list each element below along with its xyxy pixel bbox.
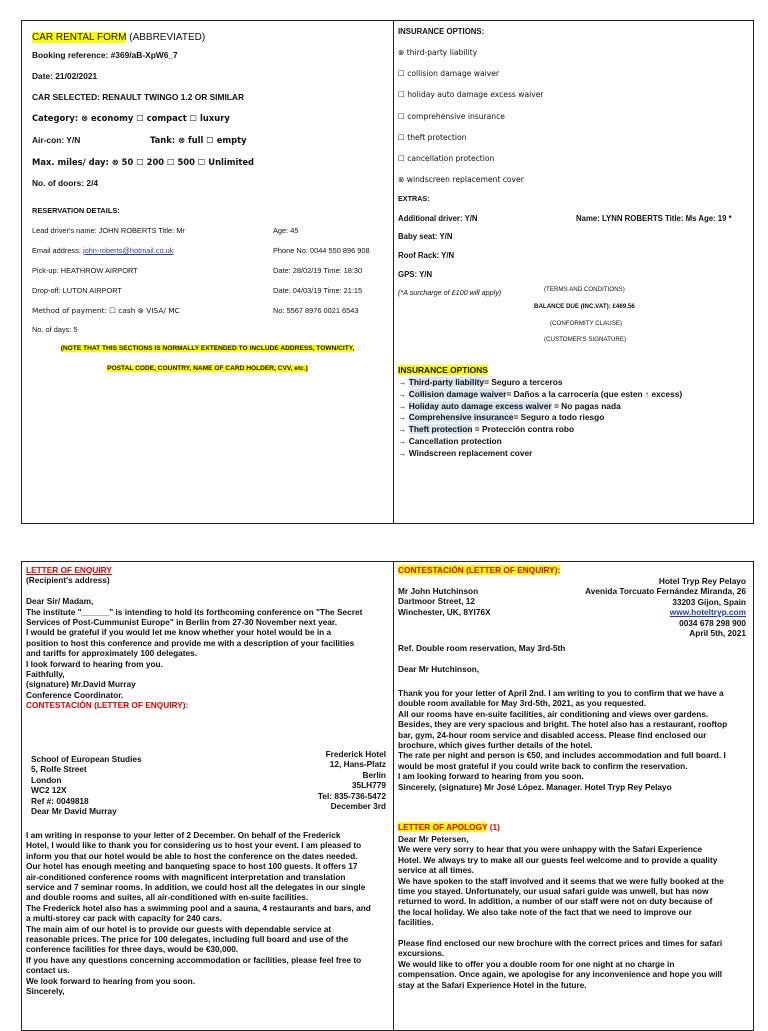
reply-header: CONTESTACIÓN (LETTER OF ENQUIRY):	[398, 565, 561, 575]
body-line: Please find enclosed our new brochure with the correct prices and times for safari	[398, 938, 723, 949]
address-line: London	[31, 774, 62, 785]
enquiry-header: LETTER OF ENQUIRY	[26, 565, 112, 575]
body-line: Dear Mr Petersen,	[398, 834, 469, 844]
body-line: time you stayed. Unfortunately, our usual safari guide was unwell, but has now	[398, 886, 709, 897]
arrow-icon: →	[398, 377, 409, 387]
body-line: facilities.	[398, 917, 434, 928]
surcharge-note: (*A surcharge of £100 will apply)	[398, 288, 502, 297]
max-miles-options: Max. miles/ day: ⊗ 50 ☐ 200 ☐ 500 ☐ Unlimited	[32, 157, 255, 167]
body-line: I am writing in response to your letter of 2 December. On behalf of the Frederick	[26, 830, 341, 840]
body-line	[398, 928, 747, 938]
balance-due: BALANCE DUE (INC.VAT): £469.56	[534, 303, 635, 310]
insurance-option: ☐ comprehensive insurance	[398, 111, 505, 121]
enquiry-reply-body	[26, 830, 387, 997]
insurance-option: ☐ theft protection	[398, 132, 467, 142]
reservation-header: RESERVATION DETAILS:	[32, 206, 120, 215]
enquiry-letter	[26, 565, 387, 711]
customer-signature: (CUSTOMER'S SIGNATURE)	[544, 336, 627, 343]
form-date: Date: 21/02/2021	[32, 71, 98, 81]
glossary-item: → Collision damage waiver= Daños a la carrocería (que esten ↑ excess)	[398, 388, 683, 399]
enquiry-reply-header: CONTESTACIÓN (LETTER OF ENQUIRY):	[26, 700, 189, 711]
reply-reference: Ref. Double room reservation, May 3rd-5th	[398, 643, 566, 653]
insurance-panel	[393, 20, 754, 524]
body-line: would be most grateful if you could write back to confirm the reservation.	[398, 760, 688, 771]
insurance-header: INSURANCE OPTIONS:	[398, 27, 485, 36]
enquiry-line: (signature) Mr.David Murray	[26, 679, 136, 690]
body-line: contact us.	[26, 965, 70, 976]
conformity-clause: (CONFORMITY CLAUSE)	[550, 320, 623, 327]
gps: GPS: Y/N	[398, 270, 433, 279]
body-line: conference facilities for three days, would be €30,000.	[26, 944, 239, 955]
address-line: Frederick Hotel	[325, 749, 386, 759]
body-line: reasonable prices. The price for 100 delegates, including full board and use of the	[26, 934, 349, 945]
enquiry-line: Faithfully,	[26, 669, 65, 680]
dropoff-datetime: Date: 04/03/19 Time: 21:15	[273, 286, 363, 295]
enquiry-line: I would be grateful if you would let me know whether your hotel would be in a	[26, 627, 332, 638]
pickup-datetime: Date: 28/02/19 Time: 18:30	[273, 266, 363, 275]
insurance-option: ☐ holiday auto damage excess waiver	[398, 90, 544, 100]
glossary-item: → Theft protection = Protección contra robo	[398, 424, 575, 435]
lead-driver: Lead driver's name: JOHN ROBERTS Title: Mr	[32, 226, 185, 235]
reply-letter-panel	[393, 561, 754, 1031]
address-line: Ref #: 0049818	[31, 795, 89, 806]
extras-header: EXTRAS:	[398, 194, 430, 203]
arrow-icon: →	[398, 412, 409, 423]
body-line: service and 7 seminar rooms. In addition, we could host all the delegates in our single	[26, 882, 366, 893]
body-line: If you have any questions concerning accommodation or facilities, please feel free to	[26, 954, 362, 965]
address-line: 35LH779	[351, 780, 386, 791]
address-line: School of European Studies	[31, 754, 142, 764]
glossary-item: → Windscreen replacement cover	[398, 447, 533, 458]
enquiry-line: The institute "______" is intending to hold its forthcoming conference on "The Secret	[26, 606, 363, 617]
booking-reference: Booking reference: #369/aB-XpW6_7	[32, 50, 178, 60]
address-line: Winchester, UK, 8YI76X	[398, 606, 491, 617]
address-line: 12, Hans-Platz	[329, 759, 386, 770]
form-note-line-2: POSTAL CODE, COUNTRY, NAME OF CARD HOLDER, CVV, etc.)	[107, 365, 308, 372]
hotel-phone: 0034 678 298 900	[679, 617, 746, 628]
body-line: air-conditioned conference rooms with magnificent interpretation and translation	[26, 871, 346, 882]
body-line: Sincerely, (signature) Mr José López. Manager. Hotel Tryp Rey Pelayo	[398, 781, 672, 792]
arrow-icon: →	[398, 388, 409, 399]
body-line: Hotel. We always try to make all our guests feel welcome and to provide a quality	[398, 854, 718, 865]
enquiry-line: Conference Coordinator.	[26, 689, 124, 700]
body-line: I am looking forward to hearing from you soon.	[398, 771, 584, 782]
body-line: We were very sorry to hear that you were unhappy with the Safari Experience	[398, 844, 703, 855]
body-line: The main aim of our hotel is to provide our guests with dependable service at	[26, 923, 332, 934]
enquiry-line: Services of Post-Cummunist Europe" in Berlin from 27-30 November next year.	[26, 617, 338, 628]
body-line: returned to word. In addition, a number of our staff were not on duty because of	[398, 896, 713, 907]
enquiry-line: Dear Sir/ Madam,	[26, 596, 94, 607]
address-line: Berlin	[362, 769, 386, 780]
glossary-item: → Holiday auto damage excess waiver = No pagas nada	[398, 400, 621, 411]
glossary-header: INSURANCE OPTIONS	[398, 365, 488, 375]
phone-number: Phone No: 0044 550 896 908	[273, 246, 370, 255]
dropoff-location: Drop-off: LUTON AIRPORT	[32, 286, 122, 295]
body-line: Sincerely,	[26, 986, 65, 997]
enquiry-line: and tariffs for approximately 100 delegates.	[26, 648, 198, 659]
card-number: No: 5567 8976 0021 6543	[273, 306, 359, 315]
apology-body	[398, 834, 747, 990]
body-line: brochure, which gives further details of the hotel.	[398, 740, 593, 751]
body-line: the local holiday. We also take note of the fact that we need to improve our	[398, 906, 692, 917]
additional-driver-name: Name: LYNN ROBERTS Title: Ms Age: 19 *	[576, 214, 732, 223]
address-line: Avenida Torcuato Fernández Miranda, 26	[585, 586, 746, 597]
enquiry-line	[26, 586, 387, 596]
address-line: 5, Rolfe Street	[31, 764, 87, 775]
body-line: double room available for May 3rd-5th, 2021, as you requested.	[398, 698, 647, 709]
body-line: We look forward to hearing from you soon.	[26, 975, 196, 986]
recipient-address: (Recipient's address)	[26, 575, 110, 586]
body-line: stay at the Safari Experience Hotel in the future.	[398, 979, 587, 990]
car-rental-form-panel	[21, 20, 394, 524]
enquiry-line: I look forward to hearing from you.	[26, 658, 163, 669]
body-line: excursions.	[398, 948, 445, 959]
body-line: Hotel, I would like to thank you for considering us to host your event. I am pleased to	[26, 840, 362, 851]
address-line: Dear Mr David Murray	[31, 806, 117, 817]
frederick-hotel-address	[318, 749, 386, 811]
body-line: The Frederick hotel also has a swimming pool and a sauna, 4 restaurants and bars, and	[26, 902, 371, 913]
enquiry-line: position to host this conference and provide me with a description of your facilities	[26, 637, 355, 648]
body-line: a multi-storey car pack with capacity for 240 cars.	[26, 913, 222, 924]
glossary-item: → Third-party liability= Seguro a terceros	[398, 377, 563, 387]
apology-header: LETTER OF APOLOGY (1)	[398, 822, 500, 832]
body-line: We would like to offer you a double room for one night at no charge in	[398, 958, 675, 969]
tank-field: Tank: ⊗ full ☐ empty	[150, 135, 247, 145]
body-line: The rate per night and person is €50, and includes accommodation and full board. I	[398, 750, 726, 761]
body-line: We have spoken to the staff involved and it seems that we were fully booked at the	[398, 875, 724, 886]
insurance-option: ⊗ third-party liability	[398, 48, 478, 57]
insurance-option: ⊗ windscreen replacement cover	[398, 175, 524, 185]
address-line: WC2 12X	[31, 785, 67, 796]
form-note-line-1: (NOTE THAT THIS SECTIONS IS NORMALLY EXTENDED TO INCLUDE ADDRESS, TOWN/CITY,	[60, 345, 355, 352]
car-selected: CAR SELECTED: RENAULT TWINGO 1.2 OR SIMILAR	[32, 92, 245, 102]
glossary-item: → Comprehensive insurance= Seguro a todo riesgo	[398, 412, 605, 423]
body-line: Thank you for your letter of April 2nd. I am writing to you to confirm that we have a	[398, 688, 724, 698]
aircon-field: Air-con: Y/N	[32, 135, 81, 145]
hotel-website-link[interactable]: www.hoteltryp.com	[669, 607, 746, 618]
body-line: inform you that our hotel would be able to host the conference on the dates needed.	[26, 850, 358, 861]
form-title: CAR RENTAL FORM (ABBREVIATED)	[32, 32, 206, 43]
arrow-icon: →	[398, 424, 409, 435]
body-line: All our rooms have en-suite facilities, air conditioning and views over gardens.	[398, 708, 709, 719]
body-line: Our hotel has enough meeting and banqueting space to host 100 guests. It offers 17	[26, 861, 358, 872]
address-line: December 3rd	[330, 801, 386, 812]
reply-recipient	[398, 586, 747, 617]
address-line: Tel: 835-736-5472	[317, 790, 386, 801]
insurance-option: ☐ cancellation protection	[398, 154, 495, 163]
driver-age: Age: 45	[273, 226, 299, 235]
arrow-icon: →	[398, 400, 409, 411]
insurance-option: ☐ collision damage waiver	[398, 69, 500, 79]
arrow-icon: →	[398, 447, 409, 458]
terms-conditions: (TERMS AND CONDITIONS)	[544, 286, 625, 293]
address-line: Dartmoor Street, 12	[398, 596, 476, 607]
pickup-location: Pick-up: HEATHROW AIRPORT	[32, 266, 138, 275]
body-line: bar, gym, 24-hour room service and disabled access. Please find enclosed our	[398, 729, 707, 740]
number-of-days: No. of days: 5	[32, 325, 78, 334]
payment-method: Method of payment: ☐ cash ⊗ VISA/ MC	[32, 306, 180, 315]
reply-greeting: Dear Mr Hutchinson,	[398, 664, 480, 674]
reply-body	[398, 688, 747, 792]
enquiry-body	[26, 586, 387, 700]
address-line: Hotel Tryp Rey Pelayo	[658, 576, 746, 586]
body-line: and double rooms and suites, all air-conditioned with en-suite facilities.	[26, 892, 309, 903]
enquiry-letter-panel	[21, 561, 394, 1031]
glossary-item: → Cancellation protection	[398, 436, 502, 446]
body-line: Besides, they are very spacious and bright. The hotel also has a restaurant, rooftop	[398, 719, 728, 730]
arrow-icon: →	[398, 436, 409, 446]
category-options: Category: ⊗ economy ☐ compact ☐ luxury	[32, 113, 230, 123]
doors-field: No. of doors: 2/4	[32, 178, 99, 188]
baby-seat: Baby seat: Y/N	[398, 232, 453, 241]
roof-rack: Roof Rack: Y/N	[398, 251, 455, 260]
address-line: 33203 Gijon, Spain	[672, 596, 746, 607]
address-line: Mr John Hutchinson	[398, 586, 479, 596]
additional-driver: Additional driver: Y/N	[398, 214, 478, 223]
email-link[interactable]: john-roberts@hotmail.co.uk	[82, 246, 174, 255]
email-row: Email address: john-roberts@hotmail.co.uk	[32, 246, 174, 255]
body-line: compensation. Once again, we apologise for any inconvenience and hope you will	[398, 969, 723, 980]
body-line: service at all times.	[398, 865, 475, 876]
reply-date: April 5th, 2021	[689, 628, 746, 639]
